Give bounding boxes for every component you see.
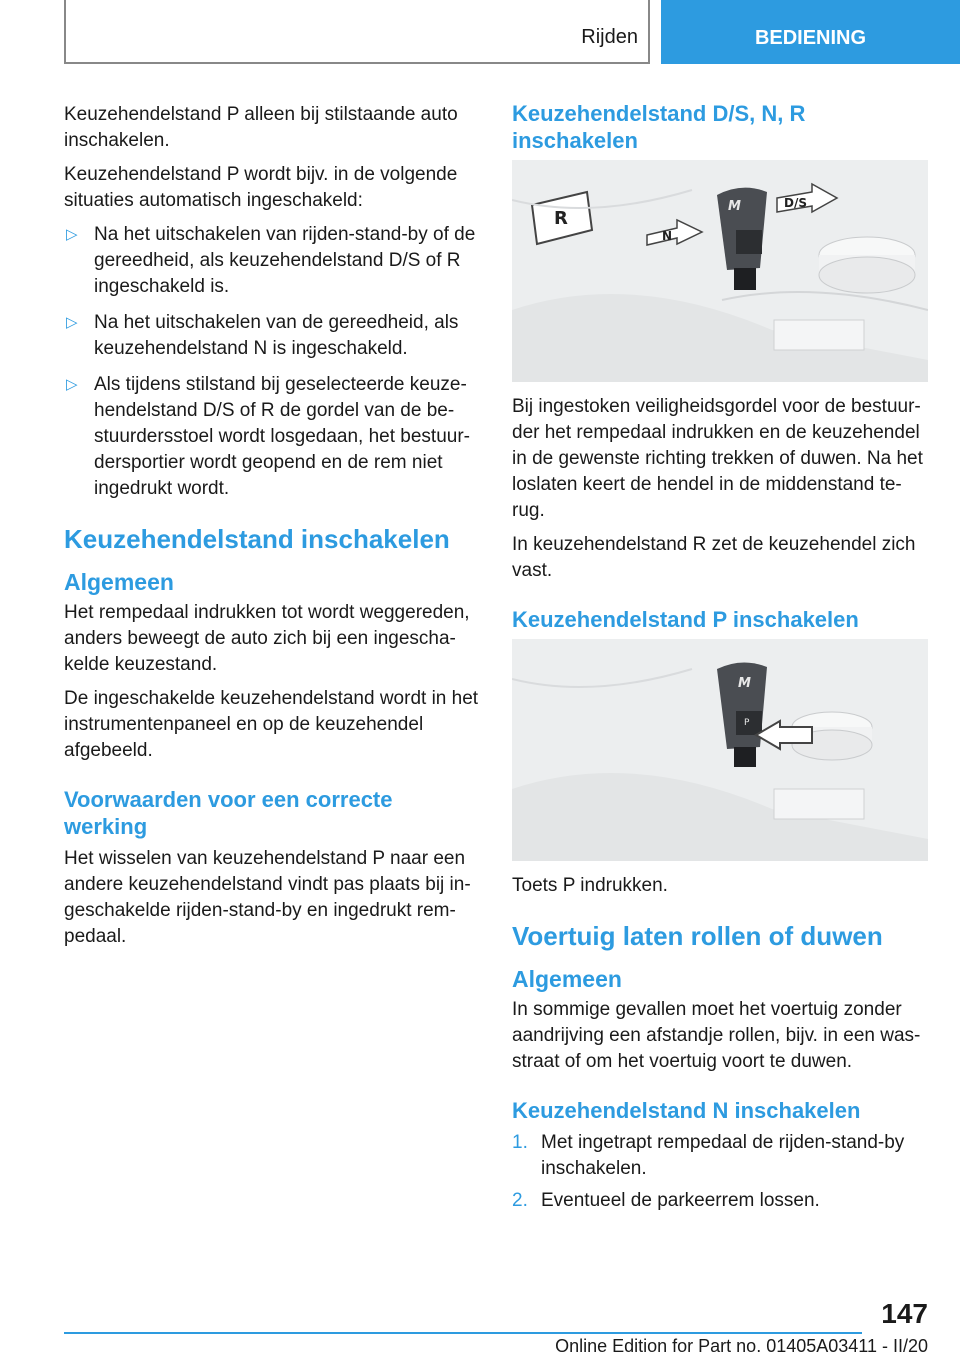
section-title: Rijden [581,26,638,48]
paragraph: Het wisselen van keuzehendelstand P naar een andere keuzehendelstand vindt pas plaats bij in-geschakelde rijden-stand-by en ingedrukt rem-pedaal. [64,848,471,947]
list-item [512,1130,932,1182]
step-text: Eventueel de parkeerrem lossen. [541,1190,820,1211]
footer-divider [64,1332,862,1334]
m-badge-label: M [728,199,741,214]
gear-selector-illustration [512,160,928,382]
list-item-text: Na het uitschakelen van de gereedheid, als keuzehendelstand N is ingeschakeld. [94,312,459,359]
section-heading: Keuzehendelstand inschakelen [64,524,450,554]
neutral-label: N [662,229,673,243]
paragraph: Toets P indrukken. [512,875,668,896]
list-item [512,1188,932,1214]
triangle-bullet-icon: ▷ [66,314,78,331]
subsection-heading: Algemeen [512,966,622,992]
header-bar [64,0,650,64]
step-number: 1. [512,1132,528,1153]
list-item [64,372,480,502]
subsection-heading: Voorwaarden voor een correcte werking [64,787,393,839]
bullet-list [64,222,480,502]
drive-sport-label: D/S [784,196,807,210]
list-item-text: Na het uitschakelen van rijden-stand-by of de gereedheid, als keuzehendelstand D/S of R ingeschakeld is. [94,224,476,297]
list-item-text: Als tijdens stilstand bij geselecteerde keuze-hendelstand D/S of R de gordel van de be-stuurdersstoel wordt losgedaan, het bestuur-dersportier wordt geopend en de rem niet ingedrukt wordt. [94,374,470,499]
paragraph: Keuzehendelstand P alleen bij stilstaande auto inschakelen. [64,104,458,151]
section-heading: Voertuig laten rollen of duwen [512,921,883,951]
step-text: Met ingetrapt rempedaal de rijden-stand-by inschakelen. [541,1132,905,1179]
paragraph: In keuzehendelstand R zet de keuzehendel zich vast. [512,534,916,581]
reverse-label: R [554,208,568,229]
park-button-illustration [512,639,928,861]
step-number: 2. [512,1190,528,1211]
list-item [64,222,480,300]
subsection-heading: Keuzehendelstand D/S, N, R inschakelen [512,101,806,153]
paragraph: Bij ingestoken veiligheidsgordel voor de bestuur-der het rempedaal indrukken en de keuzehendel in de gewenste richting trekken of duwen. Na het loslaten keert de hendel in de middenstand te-rug. [512,396,923,521]
paragraph: De ingeschakelde keuzehendelstand wordt in het instrumentenpaneel en op de keuzehendel afgebeeld. [64,688,479,761]
subsection-heading: Keuzehendelstand N inschakelen [512,1098,861,1123]
chapter-tab[interactable]: BEDIENING [661,0,960,64]
right-column [512,100,932,1220]
subsection-heading: Keuzehendelstand P inschakelen [512,607,859,632]
page-number: 147 [881,1298,928,1329]
park-button-drawing [512,639,928,861]
paragraph: Het rempedaal indrukken tot wordt weggereden, anders beweegt de auto zich bij een ingescha-kelde keuzestand. [64,602,470,675]
triangle-bullet-icon: ▷ [66,376,78,393]
left-column [64,102,480,958]
paragraph: Keuzehendelstand P wordt bijv. in de volgende situaties automatisch ingeschakeld: [64,164,458,211]
park-button-label: P [744,718,750,728]
footer-edition-link[interactable]: Online Edition for Part no. 01405A03411 - II/20 [555,1336,928,1356]
subsection-heading: Algemeen [64,569,174,595]
list-item [64,310,480,362]
triangle-bullet-icon: ▷ [66,226,78,243]
gear-selector-drawing [512,160,928,382]
paragraph: In sommige gevallen moet het voertuig zonder aandrijving een afstandje rollen, bijv. in een was-straat of om het voertuig voort te duwen. [512,999,921,1072]
m-badge-label: M [738,676,751,691]
numbered-list [512,1130,932,1214]
